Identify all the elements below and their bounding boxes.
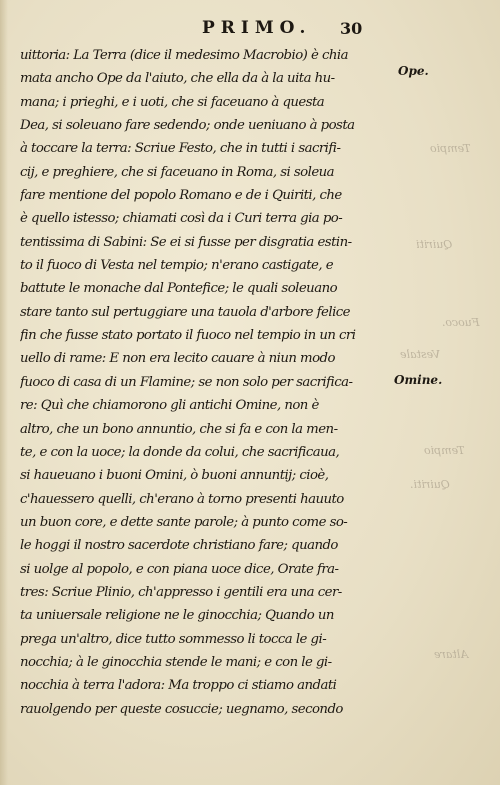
text-line: uello di rame: E non era lecito cauare à niun modo — [20, 351, 335, 367]
text-line: le hoggi il nostro sacerdote christiano fare; quando — [20, 538, 338, 554]
text-line: altro, che un bono annuntio, che si fa e con la men- — [20, 421, 338, 437]
bleed-through-note: Altare — [434, 648, 469, 661]
text-line: stare tanto sul pertuggiare una tauola d'arbore felice — [20, 304, 350, 320]
text-line: nocchia; à le ginocchia stende le mani; e con le gi- — [20, 654, 332, 670]
running-head: PRIMO. — [202, 18, 312, 38]
bleed-through-note: Quiriti. — [410, 478, 450, 491]
text-line: è quello istesso; chiamati così da i Curi terra gia po- — [20, 211, 343, 227]
text-line: uittoria: La Terra (dice il medesimo Macrobio) è chia — [20, 48, 348, 63]
bleed-through-note: Tempio — [430, 142, 471, 155]
bleed-through-note: Tempio — [424, 444, 465, 457]
text-line: nocchia à terra l'adora: Ma troppo ci stiamo andati — [20, 678, 337, 694]
text-line: fuoco di casa di un Flamine; se non solo per sacrifica- — [20, 374, 353, 390]
page-header — [0, 18, 500, 40]
text-line: à toccare la terra: Scriue Festo, che in tutti i sacrifi- — [20, 141, 341, 157]
text-line: te, e con la uoce; la donde da colui, che sacrificaua, — [20, 444, 340, 460]
text-line: battute le monache dal Pontefice; le quali soleuano — [20, 281, 338, 297]
text-line: mana; i prieghi, e i uoti, che si faceuano à questa — [20, 94, 325, 110]
text-line: si uolge al popolo, e con piana uoce dice, Orate fra- — [20, 561, 339, 577]
body-text — [20, 44, 395, 721]
text-line: mata ancho Ope da l'aiuto, che ella da à la uita hu- — [20, 71, 335, 87]
bleed-through-note: Fuoco. — [442, 316, 480, 329]
text-line: un buon core, e dette sante parole; à punto come so- — [20, 514, 348, 530]
text-line: fin che fusse stato portato il fuoco nel tempio in un cri — [20, 328, 356, 344]
bleed-through-note: Quiriti — [416, 238, 453, 251]
margin-note-ope: Ope. — [398, 64, 429, 78]
text-line: re: Quì che chiamorono gli antichi Omine, non è — [20, 398, 319, 414]
text-line: rauolgendo per queste cosuccie; uegnamo, secondo — [20, 701, 343, 717]
text-line: cij, e preghiere, che si faceuano in Roma, si soleua — [20, 164, 335, 180]
text-line: Dea, si soleuano fare sedendo; onde ueniuano à posta — [20, 118, 355, 134]
text-line: prega un'altro, dice tutto sommesso li tocca le gi- — [20, 631, 327, 647]
text-line: c'hauessero quelli, ch'erano à torno presenti hauuto — [20, 491, 344, 507]
folio-number: 30 — [340, 19, 363, 38]
text-line: si haueuano i buoni Omini, ò buoni annuntij; cioè, — [20, 468, 329, 484]
text-line: fare mentione del popolo Romano e de i Quiriti, che — [20, 188, 342, 204]
bleed-through-note: Vestale — [400, 348, 441, 361]
text-line: tres: Scriue Plinio, ch'appresso i gentili era una cer- — [20, 584, 342, 600]
text-line: to il fuoco di Vesta nel tempio; n'erano castigate, e — [20, 258, 334, 274]
margin-note-omine: Omine. — [394, 373, 443, 387]
text-line: tentissima di Sabini: Se ei si fusse per disgratia estin- — [20, 234, 352, 250]
page-gutter-shadow — [0, 0, 8, 785]
text-line: ta uniuersale religione ne le ginocchia; Quando un — [20, 608, 334, 624]
